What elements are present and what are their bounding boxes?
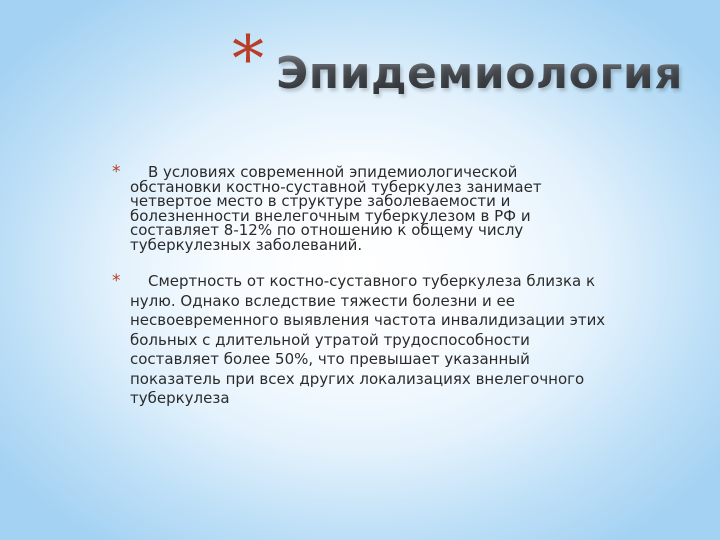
bullet-text: В условиях современной эпидемиологической обстановки костно-суставной туберкулез занимает четвертое место в структуре заболеваемости и болезненности внелегочным туберкулезом в РФ и составляет 8-12% по отношению к общему числу туберкулезных заболеваний. [130,163,542,254]
title-asterisk-icon: * [232,23,264,97]
bullet-asterisk-icon: * [112,271,121,291]
slide-body [112,162,612,409]
bullet-item [112,162,612,254]
bullet-text: Смертность от костно-суставного туберкулеза близка к нулю. Однако вследствие тяжести болезни и ее несвоевременного выявления частота инвалидизации этих больных с длительной утратой трудоспособности составляет более 50%, что превышает указанный показатель при всех других локализациях внелегочного туберкулеза [130,272,606,407]
bullet-asterisk-icon: * [112,162,121,182]
bullet-item [112,272,612,409]
slide-title-area [232,23,683,100]
slide-title: Эпидемиология [276,44,683,104]
